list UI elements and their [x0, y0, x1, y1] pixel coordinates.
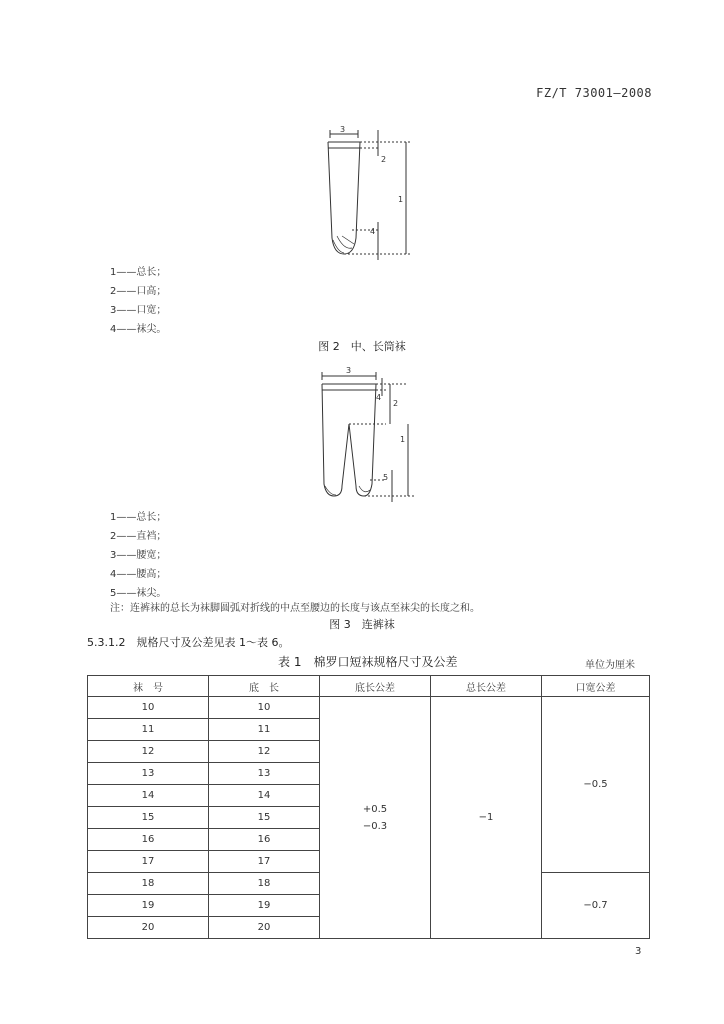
- cell-sole-length: 12: [209, 741, 320, 763]
- col-header-sole-tolerance: 底长公差: [320, 676, 431, 697]
- cell-sock-size: 20: [88, 917, 209, 939]
- cell-sock-size: 17: [88, 851, 209, 873]
- cell-sole-length: 17: [209, 851, 320, 873]
- fig3-toe-hatch: [325, 486, 370, 495]
- fig2-label-width: 3: [340, 125, 346, 134]
- cell-sole-length: 15: [209, 807, 320, 829]
- cell-sole-length: 13: [209, 763, 320, 785]
- cell-sock-size: 18: [88, 873, 209, 895]
- figure-3-caption: 图 3 连裤袜: [329, 618, 395, 631]
- cell-sock-size: 13: [88, 763, 209, 785]
- cell-sock-size: 16: [88, 829, 209, 851]
- page-number: 3: [635, 946, 642, 957]
- cell-sole-length: 14: [209, 785, 320, 807]
- table-header-row: [88, 676, 650, 697]
- cell-sock-size: 19: [88, 895, 209, 917]
- cell-total-tolerance: −1: [431, 697, 542, 939]
- cell-cuff-tolerance-b: −0.7: [542, 873, 650, 939]
- fig3-label-waist: 4: [376, 393, 382, 402]
- figure-3-diagram: [312, 362, 430, 502]
- fig3-right-leg: [349, 384, 376, 496]
- sole-tolerance-minus: −0.3: [362, 820, 388, 832]
- cell-sole-length: 11: [209, 719, 320, 741]
- cell-sole-length: 10: [209, 697, 320, 719]
- fig2-label-total: 1: [398, 195, 404, 204]
- legend-item: 2——口高；: [110, 286, 167, 297]
- figure-2-diagram: [318, 122, 418, 264]
- legend-item: 3——腰宽；: [110, 550, 167, 561]
- legend-item: 3——口宽；: [110, 305, 167, 316]
- figure-3-note: 注：连裤袜的总长为袜脚圆弧对折线的中点至腰边的长度与该点至袜尖的长度之和。: [110, 603, 480, 614]
- col-header-sole-length: 底 长: [209, 676, 320, 697]
- col-header-cuff-tolerance: 口宽公差: [542, 676, 650, 697]
- fig3-left-leg: [322, 384, 349, 496]
- legend-item: 2——直裆；: [110, 531, 167, 542]
- fig3-label-cuff: 2: [393, 399, 399, 408]
- figure-2-caption: 图 2 中、长筒袜: [318, 340, 406, 353]
- fig2-label-cuff: 2: [381, 155, 387, 164]
- cell-sole-tolerance: [320, 697, 431, 939]
- cell-sole-length: 18: [209, 873, 320, 895]
- fig3-label-width: 3: [346, 366, 352, 375]
- legend-item: 5——袜尖。: [110, 588, 167, 599]
- legend-item: 1——总长；: [110, 512, 167, 523]
- cell-sock-size: 10: [88, 697, 209, 719]
- table-1-unit: 单位为厘米: [585, 660, 635, 671]
- cell-sock-size: 12: [88, 741, 209, 763]
- legend-item: 4——袜尖。: [110, 324, 167, 335]
- clause-5-3-1-2: 5.3.1.2 规格尺寸及公差见表 1～表 6。: [87, 636, 290, 649]
- cell-sock-size: 15: [88, 807, 209, 829]
- standard-code: FZ/T 73001—2008: [536, 86, 652, 100]
- cell-sole-length: 19: [209, 895, 320, 917]
- col-header-sock-size: 袜 号: [88, 676, 209, 697]
- cell-cuff-tolerance-a: −0.5: [542, 697, 650, 873]
- cell-sock-size: 11: [88, 719, 209, 741]
- cell-sole-length: 16: [209, 829, 320, 851]
- fig3-label-total: 1: [400, 435, 406, 444]
- col-header-total-tolerance: 总长公差: [431, 676, 542, 697]
- cell-sock-size: 14: [88, 785, 209, 807]
- fig2-label-toe: 4: [370, 227, 376, 236]
- table-1-title: 表 1 棉罗口短袜规格尺寸及公差: [278, 655, 458, 669]
- sole-tolerance-plus: +0.5: [362, 803, 388, 815]
- legend-item: 1——总长；: [110, 267, 167, 278]
- figure-3-legend: [110, 508, 166, 603]
- table-row: [88, 697, 650, 719]
- legend-item: 4——腰高；: [110, 569, 167, 580]
- figure-2-legend: [110, 263, 166, 339]
- cell-sole-length: 20: [209, 917, 320, 939]
- table-1: [87, 675, 650, 939]
- fig3-label-toe: 5: [383, 473, 389, 482]
